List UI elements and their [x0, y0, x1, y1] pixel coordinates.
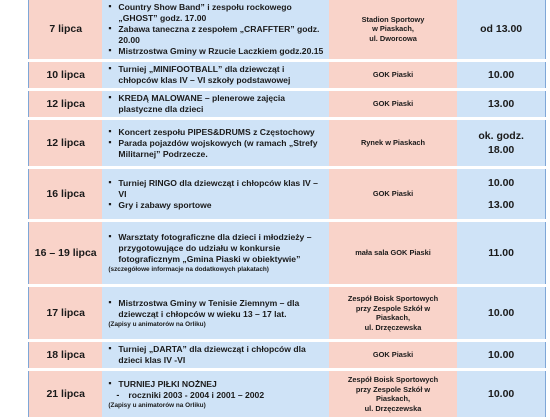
event-time	[457, 0, 546, 59]
event-location-line: Piaskach,	[375, 313, 411, 322]
event-location	[329, 342, 457, 368]
event-date: 12 lipca	[28, 91, 102, 117]
event-row	[28, 287, 546, 339]
event-date: 17 lipca	[28, 287, 102, 339]
event-date: 18 lipca	[28, 342, 102, 368]
event-location-line: przy Zespole Szkół w	[355, 384, 431, 394]
event-location-line: Rynek w Piaskach	[360, 138, 426, 148]
event-item-list	[108, 127, 324, 160]
event-time-line: 10.00	[487, 349, 515, 361]
event-time-line: 10.00	[487, 388, 515, 400]
event-description	[102, 222, 328, 284]
event-date: 16 lipca	[28, 169, 102, 219]
event-time-line: 13.00	[487, 98, 515, 110]
event-location-line: przy Zespole Szkół w	[355, 303, 431, 313]
event-location-line: GOK Piaski	[372, 350, 414, 360]
event-location	[329, 169, 457, 219]
event-row	[28, 91, 546, 117]
event-row	[28, 371, 546, 417]
event-description	[102, 0, 328, 59]
event-time-line: ok. godz.	[478, 130, 524, 142]
event-item: ▪ Turniej „DARTA” dla dziewcząt i chłopców dla dzieci klas IV -VI	[108, 344, 324, 366]
event-location	[329, 120, 457, 166]
event-location-line: Stadion Sportowy	[361, 14, 425, 24]
event-note: (Zapisy u animatorów na Orliku)	[108, 320, 206, 328]
event-location-line: mała sala GOK Piaski	[355, 248, 431, 258]
event-item: ▪ Turniej „MINIFOOTBALL” dla dziewcząt i chłopców klas IV – VI szkoły podstawowej	[108, 64, 324, 86]
events-table	[28, 0, 546, 420]
event-item: ▪ Gry i zabawy sportowe	[108, 200, 324, 211]
event-time-line: 18.00	[487, 144, 515, 156]
event-item-list	[108, 379, 324, 401]
event-description	[102, 120, 328, 166]
event-note: (szczegółowe informacje na dodatkowych plakatach)	[108, 266, 269, 273]
event-date: 7 lipca	[28, 0, 102, 59]
event-location	[329, 62, 457, 88]
event-time-line: 10.00	[487, 177, 515, 189]
event-date: 10 lipca	[28, 62, 102, 88]
event-location-line: w Piaskach,	[372, 24, 414, 34]
event-item: ▪ Warsztaty fotograficzne dla dzieci i młodzieży – przygotowujące do udziału w konkursie fotograficznym „Gmina Piaski w obiektywie”	[108, 232, 324, 265]
event-location-line: GOK Piaski	[372, 70, 414, 80]
event-row	[28, 342, 546, 368]
event-location-line: ul. Drzęczewska	[364, 322, 422, 332]
event-location-line: GOK Piaski	[372, 189, 414, 199]
event-location	[329, 91, 457, 117]
event-row	[28, 0, 546, 59]
event-time-line: 10.00	[487, 69, 515, 81]
event-row	[28, 62, 546, 88]
event-description	[102, 287, 328, 339]
event-note: (Zapisy u animatorów na Orliku)	[108, 401, 206, 409]
event-description	[102, 169, 328, 219]
event-location-line: Piaskach,	[375, 394, 411, 403]
event-time	[457, 169, 546, 219]
event-time-line: od 13.00	[480, 23, 523, 35]
event-time-line: 13.00	[487, 199, 515, 211]
event-description	[102, 91, 328, 117]
time-gap	[461, 190, 541, 198]
event-item-list	[108, 232, 324, 265]
event-subitem: - roczniki 2003 - 2004 i 2001 – 2002	[108, 390, 324, 401]
event-location-line: ul. Dworcowa	[369, 33, 417, 43]
event-date: 16 – 19 lipca	[28, 222, 102, 284]
event-item-list	[108, 298, 324, 320]
event-item-list	[108, 2, 324, 57]
event-location-line: ul. Drzęczewska	[364, 403, 422, 413]
event-location-line: GOK Piaski	[372, 99, 414, 109]
event-description	[102, 342, 328, 368]
event-time	[457, 62, 546, 88]
events-table-body	[28, 0, 546, 417]
event-item-list	[108, 344, 324, 366]
event-item: ▪ Mistrzostwa Gminy w Rzucie Laczkiem godz.20.15	[108, 46, 324, 57]
event-time	[457, 342, 546, 368]
event-location	[329, 0, 457, 59]
event-location	[329, 371, 457, 417]
event-time	[457, 91, 546, 117]
event-description	[102, 62, 328, 88]
event-item: ▪ KREDĄ MALOWANE – plenerowe zajęcia plastyczne dla dzieci	[108, 93, 324, 115]
event-item: ▪ Zabawa taneczna z zespołem „CRAFFTER” godz. 20.00	[108, 24, 324, 46]
event-row	[28, 169, 546, 219]
event-description	[102, 371, 328, 417]
event-item: ▪ Turniej RINGO dla dziewcząt i chłopców klas IV –VI	[108, 178, 324, 200]
event-location-line: Zespół Boisk Sportowych	[347, 375, 439, 384]
event-item-list	[108, 93, 324, 115]
event-row	[28, 120, 546, 166]
event-item: ▪ Parada pojazdów wojskowych (w ramach „Strefy Militarnej” Podrzecze.	[108, 138, 324, 160]
event-time-line: 11.00	[488, 247, 514, 259]
event-time	[457, 371, 546, 417]
event-row	[28, 222, 546, 284]
schedule-sheet	[28, 0, 546, 413]
event-item: ▪ Mistrzostwa Gminy w Tenisie Ziemnym – dla dziewcząt i chłopców w wieku 13 – 17 lat.	[108, 298, 324, 320]
event-item-list	[108, 178, 324, 211]
event-date: 21 lipca	[28, 371, 102, 417]
event-time	[457, 222, 546, 284]
event-location	[329, 287, 457, 339]
event-time	[457, 287, 546, 339]
event-item: ▪ TURNIEJ PIŁKI NOŻNEJ	[108, 379, 324, 390]
event-item-list	[108, 64, 324, 86]
event-date: 12 lipca	[28, 120, 102, 166]
event-location	[329, 222, 457, 284]
event-item: ▪ Koncert zespołu PIPES&DRUMS z Częstochowy	[108, 127, 324, 138]
event-item: ▪ Country Show Band” i zespołu rockowego „GHOST” godz. 17.00	[108, 2, 324, 24]
event-location-line: Zespół Boisk Sportowych	[347, 294, 439, 303]
event-time-line: 10.00	[487, 307, 515, 319]
event-time	[457, 120, 546, 166]
